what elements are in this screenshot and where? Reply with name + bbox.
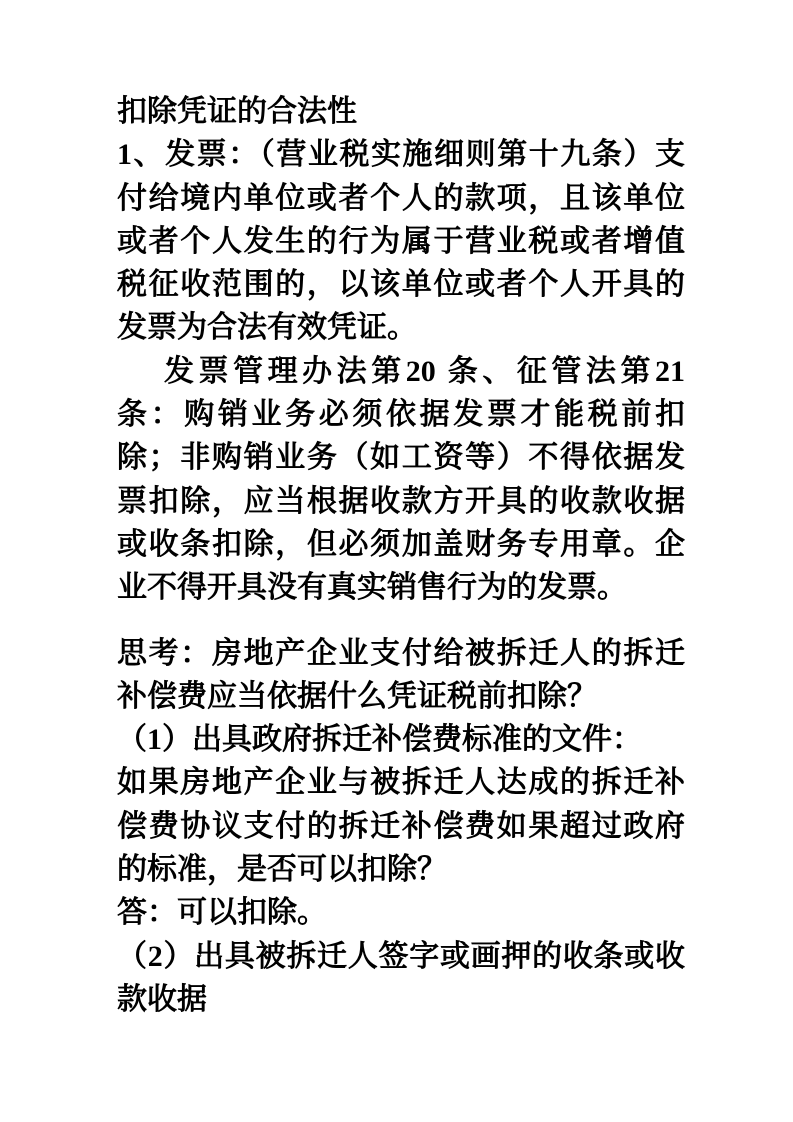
para-question-intro: 思考：房地产企业支付给被拆迁人的拆迁补偿费应当依据什么凭证税前扣除？ — [117, 636, 685, 713]
para-invoice-definition: 1、发票：（营业税实施细则第十九条）支付给境内单位或者个人的款项，且该单位或者个人发生的行为属于营业税或者增值税征收范围的，以该单位或者个人开具的发票为合法有效凭证。 — [117, 138, 685, 345]
doc-heading: 扣除凭证的合法性 — [117, 95, 357, 128]
para-item-1: （1）出具政府拆迁补偿费标准的文件： — [117, 723, 642, 757]
paragraph-gap — [117, 610, 685, 632]
document-text-block — [117, 90, 685, 1021]
para-answer: 答：可以扣除。 — [117, 896, 327, 930]
para-invoice-regulations: 发票管理办法第20 条、征管法第21 条：购销业务必须依据发票才能税前扣除；非购销业务（如工资等）不得依据发票扣除，应当根据收款方开具的收款收据或收条扣除，但必须加盖财务专用章。企业不得开具没有真实销售行为的发票。 — [117, 354, 685, 605]
para-item-2: （2）出具被拆迁人签字或画押的收条或收款收据 — [117, 939, 685, 1016]
para-question-detail: 如果房地产企业与被拆迁人达成的拆迁补偿费协议支付的拆迁补偿费如果超过政府的标准，是否可以扣除？ — [117, 766, 685, 887]
